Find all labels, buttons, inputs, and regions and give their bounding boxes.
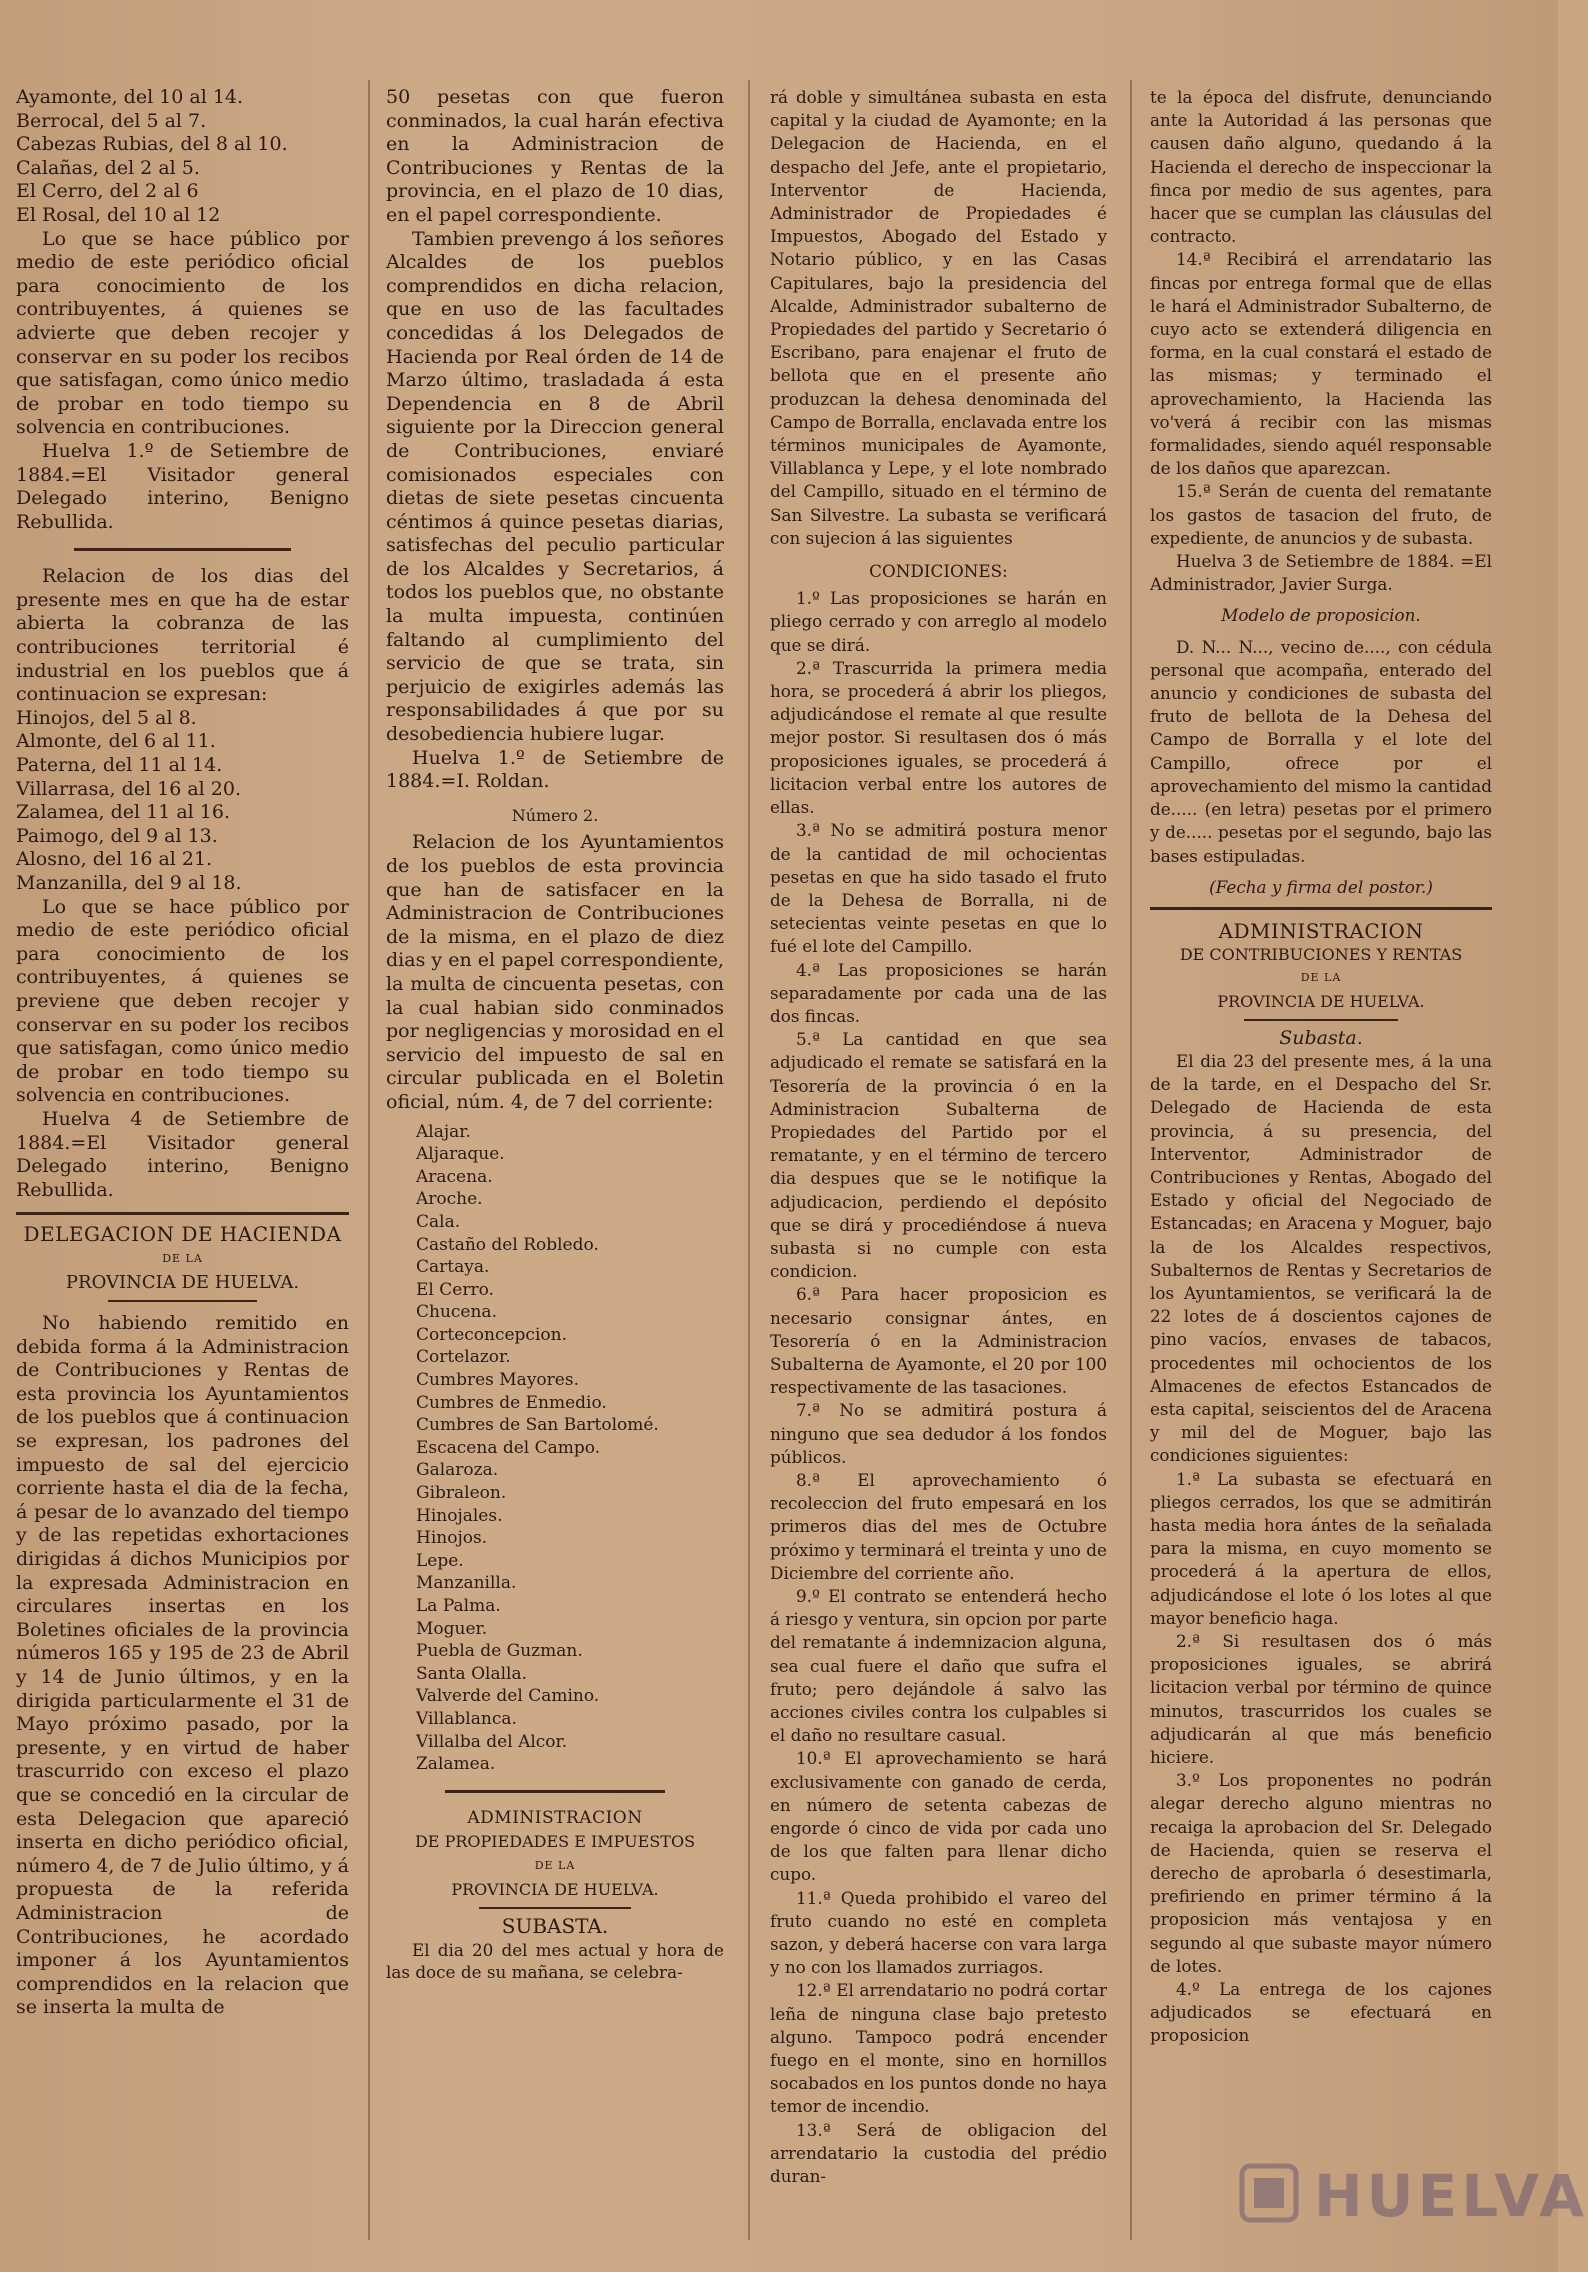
paragraph: Relacion de los dias del presente mes en que ha de estar abierta la cobranza de las contribuciones territorial é industrial en los pueblos que á continuacion se expresan: xyxy=(16,565,349,706)
town-line: Ayamonte, del 10 al 14. xyxy=(16,86,244,108)
town-line: Calañas, del 2 al 5. xyxy=(16,156,200,179)
paragraph: El dia 20 del mes actual y hora de las doce de su mañana, se celebra- xyxy=(386,1939,724,1982)
town-line: Cabezas Rubias, del 8 al 10. xyxy=(16,133,288,156)
condition-item: 6.ª Para hacer proposicion es necesario consignar ántes, en Tesorería ó en la Administracion Subalterna de Ayamonte, el 20 por 100 respectivamente de las tasaciones. xyxy=(770,1284,1107,1398)
heading-de-la: DE LA xyxy=(534,1858,576,1872)
fecha-firma: (Fecha y firma del postor.) xyxy=(1209,876,1433,897)
paragraph: D. N... N..., vecino de...., con cédula personal que acompaña, enterado del anuncio y condiciones de subasta del fruto de bellota de la Dehesa del Campo de Borralla y el lote del Campillo, ofrece por el aprovechamiento del mismo la cantidad de..... (en letra) pesetas por el primero y de..... pesetas por el segundo, bajo las bases estipuladas. xyxy=(1150,636,1492,866)
condition-item: 14.ª Recibirá el arrendatario las fincas por entrega formal que de ellas le hará el Administrador Subalterno, de cuyo acto se extenderá diligencia en forma, en la cual constará el estado de las mismas; y terminado el aprovechamiento, la Hacienda las vo'verá á recibir con las mismas formalidades, siendo aquél responsable de los daños que aparezcan. xyxy=(1150,249,1492,479)
section-rule xyxy=(108,1300,258,1302)
condition-item: 12.ª El arrendatario no podrá cortar leña de ninguna clase bajo pretesto alguno. Tampoco podrá encender fuego en el monte, sino en hornillos socabados en los puntos donde no haya temor de incendio. xyxy=(770,1980,1107,2117)
paragraph: Tambien prevengo á los señores Alcaldes de los pueblos comprendidos en dicha relacion, que en uso de las facultades concedidas á los Delegados de Hacienda por Real órden de 14 de Marzo último, trasladada á esta Dependencia en 8 de Abril siguiente por la Direccion general de Contribuciones, enviaré comisionados especiales con dietas de siete pesetas cincuenta céntimos á quince pesetas diarias, satisfechas del peculio particular de los Alcaldes y Secretarios, á todos los pueblos que, no obstante la multa impuesta, continúen faltando al cumplimiento del servicio de que se trata, sin perjuicio de exigirles además las responsabilidades á que por su desobediencia hubiere lugar. xyxy=(386,227,724,746)
town-list-item: Valverde del Camino. xyxy=(416,1686,600,1707)
town-list-item: La Palma. xyxy=(416,1596,501,1616)
condition-item: 13.ª Será de obligacion del arrendatario la custodia del prédio duran- xyxy=(770,2119,1107,2187)
column-4 xyxy=(1150,86,1492,2048)
signature: Huelva 3 de Setiembre de 1884. =El Administrador, Javier Surga. xyxy=(1150,551,1492,595)
column-3 xyxy=(770,86,1107,2188)
numero-label: Número 2. xyxy=(511,805,599,825)
heading-province: PROVINCIA DE HUELVA. xyxy=(451,1879,659,1899)
subasta-title: Subasta. xyxy=(1279,1026,1363,1049)
town-list-item: Manzanilla. xyxy=(416,1573,517,1594)
town-line: Paimogo, del 9 al 13. xyxy=(16,824,218,847)
condition-item: 1.º Las proposiciones se harán en pliego cerrado y con arreglo al modelo que se dirá. xyxy=(770,588,1107,655)
heading-line: DE PROPIEDADES E IMPUESTOS xyxy=(414,1832,696,1852)
town-list-item: Zalamea. xyxy=(416,1754,496,1775)
subasta-title: SUBASTA. xyxy=(501,1914,609,1939)
section-heading: ADMINISTRACION xyxy=(467,1807,643,1828)
heading-line: DE CONTRIBUCIONES Y RENTAS xyxy=(1179,945,1463,965)
town-list-item: Aracena. xyxy=(416,1166,493,1187)
paragraph: No habiendo remitido en debida forma á la Administracion de Contribuciones y Rentas de esta provincia los Ayuntamientos de los pueblos que á continuacion se expresan, los padrones del impuesto de sal del ejercicio corriente hasta el dia de la fecha, á pesar de lo avanzado del tiempo y de las repetidas exhortaciones dirigidas á dichos Municipios por la expresada Administracion en circulares insertas en los Boletines oficiales de la provincia números 165 y 195 de 23 de Abril y 14 de Junio últimos, y en la dirigida particularmente el 31 de Mayo próximo pasado, por la presente, y en virtud de haber trascurrido con exceso el plazo que se concedió en la circular de esta Delegacion que apareció inserta en dicho periódico oficial, número 4, de 7 de Julio último, y á propuesta de la referida Administracion de Contribuciones, he acordado imponer á los Ayuntamientos comprendidos en la relacion que se inserta la multa de xyxy=(16,1312,349,2019)
town-line: El Cerro, del 2 al 6 xyxy=(16,180,199,203)
condition-item: 2.ª Si resultasen dos ó más proposiciones iguales, se abrirá licitacion verbal por término de quince minutos, trascurridos los cuales se adjudicarán al que más beneficio hiciere. xyxy=(1150,1631,1492,1768)
town-line: El Rosal, del 10 al 12 xyxy=(16,203,221,226)
condition-item: 7.ª No se admitirá postura á ninguno que sea dedudor á los fondos públicos. xyxy=(770,1400,1107,1467)
town-list-item: Hinojales. xyxy=(416,1505,503,1526)
town-list-item: Escacena del Campo. xyxy=(416,1437,601,1458)
town-line: Manzanilla, del 9 al 18. xyxy=(16,872,242,894)
signature: Huelva 4 de Setiembre de 1884.=El Visitador general Delegado interino, Benigno Rebullida. xyxy=(16,1107,349,1201)
section-rule xyxy=(16,1212,349,1215)
town-list-item: Cartaya. xyxy=(416,1257,490,1278)
condition-item: 11.ª Queda prohibido el vareo del fruto cuando no esté en completa sazon, y deberá hacerse con vara larga y no con los llamados zurriagos. xyxy=(770,1887,1107,1978)
conditions-list xyxy=(770,587,1107,2188)
condition-item: 9.º El contrato se entenderá hecho á riesgo y ventura, sin opcion por parte del rematante á indemnizacion alguna, sea cual fuere el daño que sufra el fruto; pero dejándole á salvo las acciones civiles contra los culpables si el daño no resultare casual. xyxy=(770,1586,1107,1746)
town-list xyxy=(416,1121,724,1776)
town-line: Berrocal, del 5 al 7. xyxy=(16,109,207,132)
town-list-item: Villablanca. xyxy=(416,1708,517,1729)
shield-logo-icon xyxy=(1238,2162,1300,2224)
town-list-item: Chucena. xyxy=(416,1302,497,1323)
town-list-item: Puebla de Guzman. xyxy=(416,1641,583,1662)
town-list-item: Villalba del Alcor. xyxy=(416,1731,568,1752)
town-list-item: Aljaraque. xyxy=(416,1144,505,1165)
section-rule xyxy=(1244,1019,1398,1021)
condiciones-heading: CONDICIONES: xyxy=(869,561,1008,582)
condition-item: 10.ª El aprovechamiento se hará exclusivamente con ganado de cerda, en número de setenta cabezas de engorde ó cinco de vida por cada uno de los que falten para llenar dicho cupo. xyxy=(770,1748,1107,1885)
town-list-item: Lepe. xyxy=(416,1550,464,1571)
paragraph: te la época del disfrute, denunciando ante la Autoridad á las personas que causen daño alguno, quedando á la Hacienda el derecho de inspeccionar la finca por medio de sus agentes, para hacer que se cumplan las cláusulas del contracto. xyxy=(1150,87,1492,247)
town-list-item: Castaño del Robledo. xyxy=(416,1234,599,1255)
town-list-item: Cortelazor. xyxy=(416,1347,511,1368)
town-list-item: Corteconcepcion. xyxy=(416,1324,567,1345)
town-list-item: Moguer. xyxy=(416,1618,488,1639)
signature: Huelva 1.º de Setiembre de 1884.=I. Roldan. xyxy=(386,746,724,793)
heading-de-la: DE LA xyxy=(1300,971,1342,985)
condition-item: 2.ª Trascurrida la primera media hora, se procederá á abrir los pliegos, adjudicándose el remate al que resulte mejor postor. Si resultasen dos ó más proposiciones iguales, se procederá á licitacion verbal entre los autores de ellas. xyxy=(770,657,1107,818)
column-divider xyxy=(748,80,750,2240)
town-list-item: El Cerro. xyxy=(416,1279,494,1300)
town-list-item: Aroche. xyxy=(416,1189,483,1210)
paragraph: rá doble y simultánea subasta en esta capital y la ciudad de Ayamonte; en la Delegacion de Hacienda, en el despacho del Jefe, ante el propietario, Interventor de Hacienda, Administrador de Propiedades é Impuestos, Abogado del Estado y Notario público, y en las Casas Capitulares, bajo la presidencia del Alcalde, Administrador subalterno de Propiedades del partido y Secretario ó Escribano, para enajenar el fruto de bellota que en el presente año produzcan la dehesa denominada del Campo de Borralla, enclavada entre los términos municipales de Ayamonte, Villablanca y Lepe, y el lote nombrado del Campillo, situado en el término de San Silvestre. La subasta se verificará con sujecion á las siguientes xyxy=(770,87,1107,548)
condition-item: 1.ª La subasta se efectuará en pliegos cerrados, los que se admitirán hasta media hora ántes de la señalada para la misma, en cuyo momento se procederá á la apertura de ellos, adjudicándose el lote ó los lotes al que mayor beneficio haga. xyxy=(1150,1468,1492,1628)
section-heading: ADMINISTRACION xyxy=(1218,918,1424,943)
section-rule xyxy=(445,1790,665,1793)
town-line: Paterna, del 11 al 14. xyxy=(16,754,223,777)
heading-province: PROVINCIA DE HUELVA. xyxy=(1217,991,1425,1011)
town-line: Hinojos, del 5 al 8. xyxy=(16,706,197,729)
town-line: Villarrasa, del 16 al 20. xyxy=(16,777,241,800)
section-rule xyxy=(1150,907,1492,910)
heading-de-la: DE LA xyxy=(162,1251,203,1265)
paragraph: 50 pesetas con que fueron conminados, la cual harán efectiva en la Administracion de Contribuciones y Rentas de la provincia, en el plazo de 10 dias, en el papel correspondiente. xyxy=(386,86,724,226)
town-line: Alosno, del 16 al 21. xyxy=(16,848,213,871)
town-list-item: Galaroza. xyxy=(416,1460,499,1481)
town-list-item: Cumbres de San Bartolomé. xyxy=(416,1415,659,1436)
town-list-item: Cala. xyxy=(416,1211,461,1232)
huelva-watermark xyxy=(1238,2156,1588,2236)
column-2 xyxy=(386,86,724,1983)
town-line: Zalamea, del 11 al 16. xyxy=(16,801,231,824)
column-1 xyxy=(16,86,349,2020)
section-rule xyxy=(74,548,290,551)
column-divider xyxy=(368,80,370,2240)
heading-province: PROVINCIA DE HUELVA. xyxy=(65,1271,300,1293)
condition-item: 5.ª La cantidad en que sea adjudicado el remate se satisfará en la Tesorería de la provincia ó en la Administracion Subalterna de Propiedades del Partido por el rematante, y en el término de tercero dia despues que se le notifique la adjudicacion, perdiendo el depósito que se dirá y procediéndose á nueva subasta si no cumple con esta condicion. xyxy=(770,1029,1107,1282)
town-list-item: Santa Olalla. xyxy=(416,1663,528,1684)
condition-item: 3.ª No se admitirá postura menor de la cantidad de mil ochocientas pesetas en que ha sido tasado el fruto de la Dehesa de Borralla, ni de setecientas veinte pesetas en que lo fué el lote del Campillo. xyxy=(770,820,1107,957)
town-list-item: Cumbres Mayores. xyxy=(416,1370,579,1391)
condition-item: 4.ª Las proposiciones se harán separadamente por cada una de las dos fincas. xyxy=(770,959,1107,1026)
column-divider xyxy=(1130,80,1132,2240)
paragraph: Lo que se hace público por medio de este periódico oficial para conocimiento de los contribuyentes, á quienes se previene que deben recojer y conservar en su poder los recibos que satisfagan, como único medio de probar en todo tiempo su solvencia en contribuciones. xyxy=(16,895,349,1107)
town-list-item: Alajar. xyxy=(416,1121,471,1142)
condition-item: 4.º La entrega de los cajones adjudicados se efectuará en proposicion xyxy=(1150,1979,1492,2046)
town-line: Almonte, del 6 al 11. xyxy=(16,730,216,753)
town-list-item: Hinojos. xyxy=(416,1528,488,1549)
paragraph: El dia 23 del presente mes, á la una de la tarde, en el Despacho del Sr. Delegado de Hacienda de esta provincia, á su presencia, del Interventor, Administrador de Contribuciones y Rentas, Abogado del Estado y oficial del Negociado de Estancadas; en Aracena y Moguer, bajo la de los Alcaldes respectivos, Subalternos de Rentas y Secretarios de los Ayuntamientos, se verificará la de 22 lotes de á doscientos cajones de pino vacíos, envases de tabacos, procedentes mil ochocientos de los Almacenes de efectos Estancados de esta capital, seiscientos del de Aracena y mil del de Moguer, bajo las condiciones siguientes: xyxy=(1150,1050,1492,1466)
watermark-text: HUELVA xyxy=(1314,2162,1588,2230)
condition-item: 8.ª El aprovechamiento ó recoleccion del fruto empesará en los primeros dias del mes de Octubre próximo y terminará el treinta y uno de Diciembre del corriente año. xyxy=(770,1469,1107,1583)
town-list-item: Gibraleon. xyxy=(416,1483,507,1504)
section-rule xyxy=(479,1907,631,1909)
modelo-heading: Modelo de proposicion. xyxy=(1221,605,1421,626)
town-list-item: Cumbres de Enmedio. xyxy=(416,1392,607,1413)
condition-item: 3.º Los proponentes no podrán alegar derecho alguno mientras no recaiga la aprobacion del Sr. Delegado de Hacienda, quien se reserva el derecho de aprobarla ó desestimarla, prefiriendo en primer término á la proposicion más ventajosa y en segundo al que subaste mayor número de lotes. xyxy=(1150,1770,1492,1976)
paragraph: Relacion de los Ayuntamientos de los pueblos de esta provincia que han de satisfacer en la Administracion de Contribuciones de la misma, en el plazo de diez dias y en el papel correspondiente, la multa de cincuenta pesetas, con la cual habian sido conminados por negligencias y morosidad en el servicio del impuesto de sal en circular publicada en el Boletin oficial, núm. 4, de 7 del corriente: xyxy=(386,831,724,1113)
condition-item: 15.ª Serán de cuenta del rematante los gastos de tasacion del fruto, de expediente, de anuncios y de subasta. xyxy=(1150,481,1492,548)
signature: Huelva 1.º de Setiembre de 1884.=El Visitador general Delegado interino, Benigno Rebullida. xyxy=(16,439,349,533)
section-heading: DELEGACION DE HACIENDA xyxy=(23,1222,342,1247)
paragraph: Lo que se hace público por medio de este periódico oficial para conocimiento de los contribuyentes, á quienes se advierte que deben recojer y conservar en su poder los recibos que satisfagan, como único medio de probar en todo tiempo su solvencia en contribuciones. xyxy=(16,227,349,439)
